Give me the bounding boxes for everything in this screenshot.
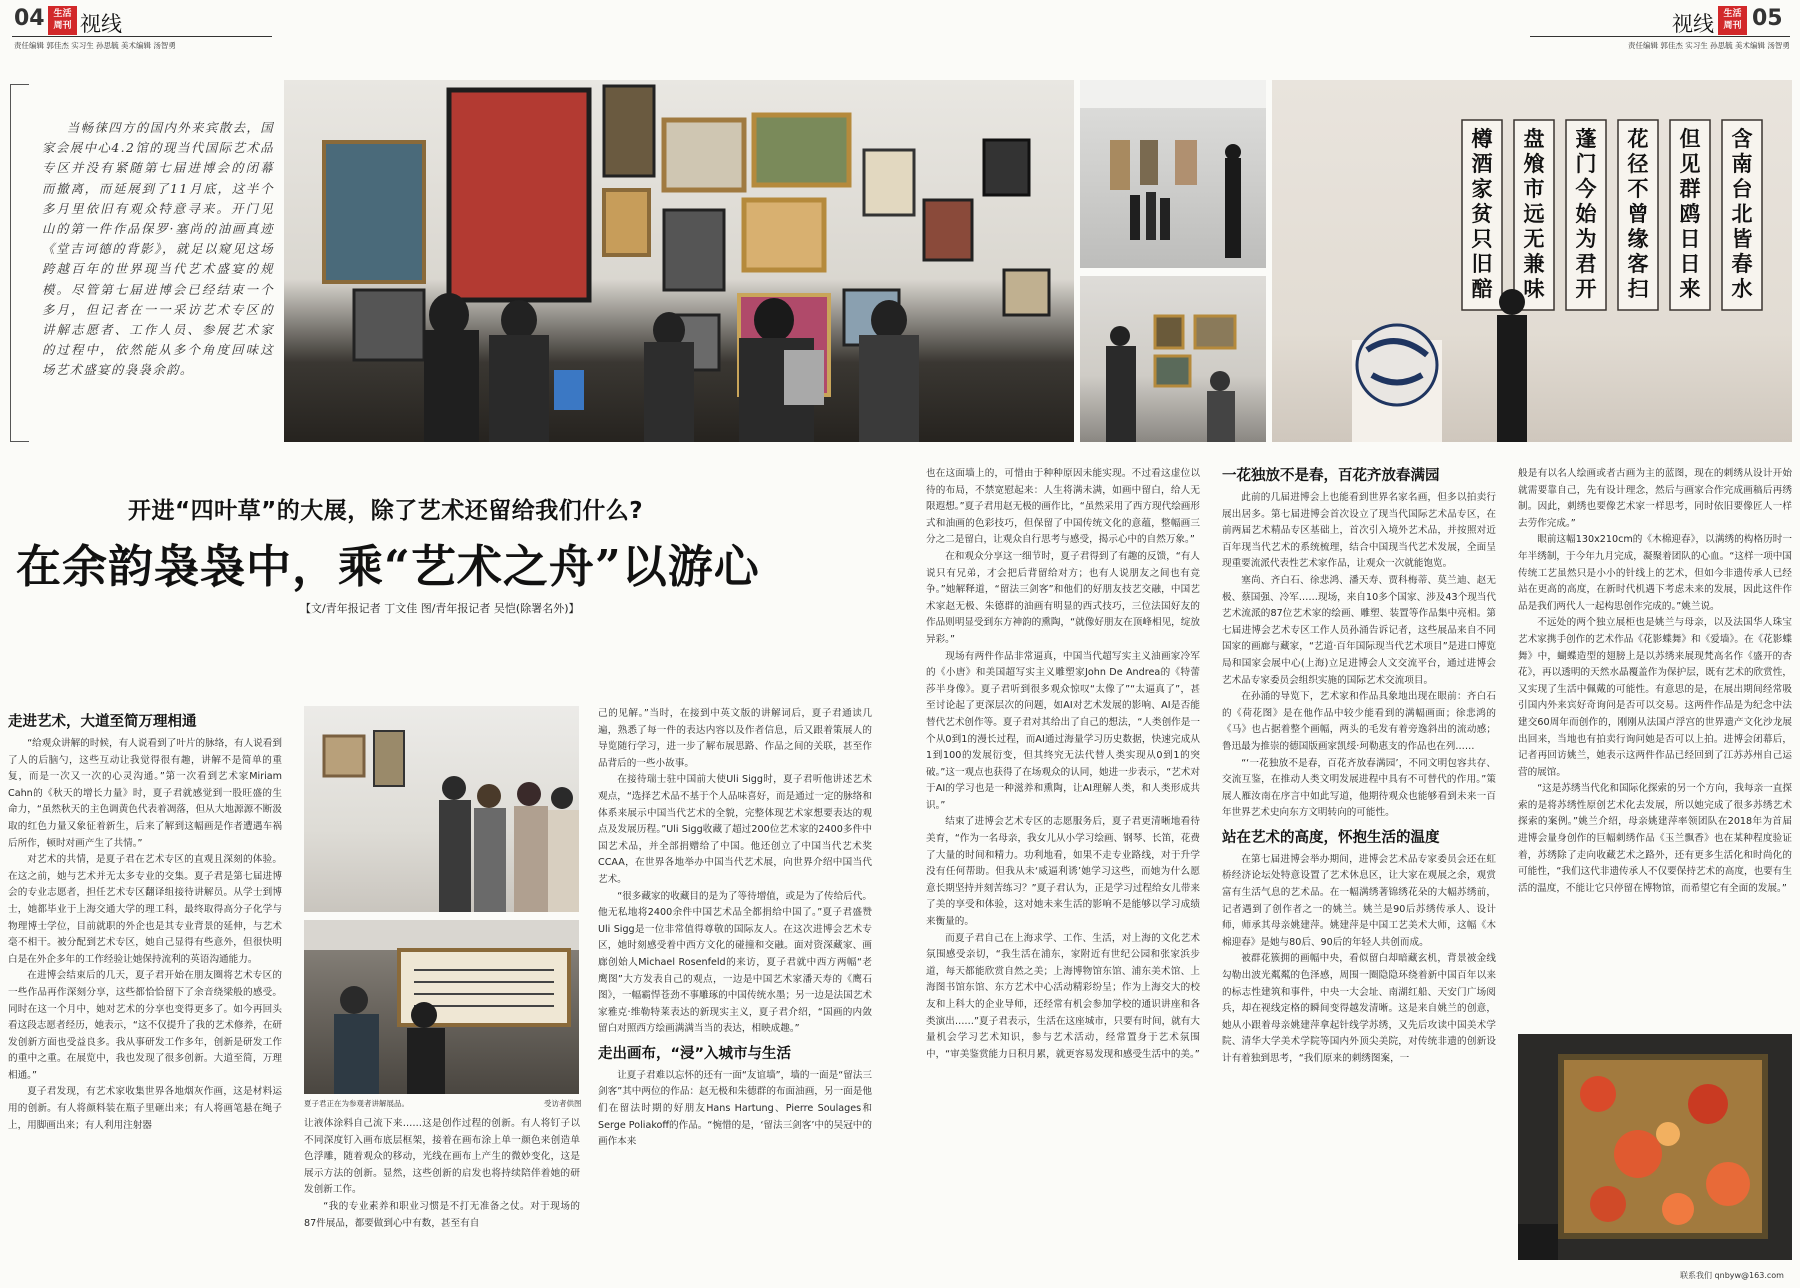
newspaper-logo-right [1718,6,1747,35]
calligraphy-char: 南 [1731,151,1753,176]
photo-caption: 夏子君正在为参观者讲解展品。 [304,1099,409,1108]
calligraphy-illustration [1272,80,1792,442]
calligraphy-char: 不 [1627,176,1649,201]
calligraphy-char: 日 [1679,251,1701,276]
calligraphy-char: 客 [1627,251,1649,276]
paragraph: “很多藏家的收藏目的是为了等待增值，或是为了传给后代。他无私地将2400余件中国艺术品全都捐给中国了。”夏子君盛赞Uli Sigg是一位非常值得尊敬的国际友人。在这次进博会艺术专区，她时刻感受着中西方文化的碰撞和交融。面对资深藏家、画廊创始人Michael Rosenfeld的来访，夏子君就中西方两幅“老鹰图”大方发表自己的观点，一边是中国艺术家潘天寿的《鹰石图》，一幅霸悍苍劲不事雕琢的中国传统水墨；另一边是法国艺术家雅克·维勒特莱表达的新现实主义，夏子君介绍，“国画的内敛留白对照西方绘画满满当当的表达，相映成趣。” [598,890,872,1035]
logo-line-1: 生活 [1723,9,1742,19]
editor-credits-left: 责任编辑 郭佳杰 实习生 孙思毓 美术编辑 汤智勇 [14,41,176,50]
paragraph: 也在这面墙上的，可惜由于种种原因未能实现。不过看这虚位以待的布局，不禁宽慰起来：人生将满未满，如画中留白，给人无限遐想。”夏子君用赵无极的画作比，“虽然采用了西方现代绘画形式和油画的色彩技巧，但保留了中国传统文化的意蕴，整幅画三分之二是留白，让观众自行思考与感受，揭示心中的自然万象。” [926,468,1200,546]
article-column-1 [8,706,282,1272]
logo-line-2: 周刊 [1723,21,1742,31]
paragraph: “这是苏绣当代化和国际化探索的另一个方向，我每亲一直探索的是将苏绣性原创艺术化去发展，所以她完成了很多苏绣艺术探索的案例。”姚兰介绍，母亲姚建萍率领团队在2018年为首届进博会量身创作的巨幅刺绣作品《玉兰飘香》也在某种程度验证着，苏绣除了走向收藏艺术之路外，还有更多生活化和时尚化的可能性，“我们这代非遗传承人不仅要保持艺术的高度，也要有生活的温度，不能让它只停留在博物馆，而希望它有全面的发展。” [1518,783,1792,894]
paragraph: 在和观众分享这一细节时，夏子君得到了有趣的反馈，“有人说只有兄弟，才会把后背留给对方；也有人说朋友之间也有竞争。”她解释道，“留法三剑客”和他们的好朋友技艺交融，中国艺术家赵无极、朱德群的油画有明显的西式技巧，三位法国好友的作品则明显受到东方神韵的熏陶，“就像好朋友在顶峰相见，绽放异彩。” [926,550,1200,645]
logo-line-2: 周刊 [53,21,72,31]
calligraphy-char: 径 [1627,151,1649,176]
calligraphy-char: 君 [1575,251,1597,276]
calligraphy-char: 为 [1575,226,1597,251]
calligraphy-char: 味 [1523,276,1545,301]
calligraphy-char: 缘 [1627,226,1649,251]
calligraphy-char: 台 [1731,176,1753,201]
volunteer-guiding-illustration [304,706,579,912]
calligraphy-char: 远 [1523,201,1545,226]
calligraphy-char: 飧 [1523,151,1545,176]
photo-credit: 受访者供图 [544,1099,582,1108]
calligraphy-char: 日 [1679,226,1701,251]
calligraphy-char: 始 [1575,201,1597,226]
logo-line-1: 生活 [53,9,72,19]
paragraph: 在第七届进博会举办期间，进博会艺术品专家委员会还在虹桥经济论坛处特意设置了艺术休息区，让大家在观展之余，观赏富有生活气息的艺术品。在一幅满绣著锦绣花朵的大幅苏绣前，记者遇到了创作者之一的姚兰。姚兰是90后苏绣传承人、设计师，师承其母亲姚建萍。姚建萍是中国工艺美术大师，这幅《木棉迎春》是她与80后、90后的年轻人共创而成。 [1222,853,1496,948]
calligraphy-char: 花 [1627,126,1649,151]
paragraph: 般是有以名人绘画或者古画为主的蓝图，现在的刺绣从设计开始就需要靠自己，先有设计理念，然后与画家合作完成画稿后再绣制。因此，刺绣也要像艺术家一样思考，同时依旧要像匠人一样去劳作完成。” [1518,468,1792,529]
volunteer-explaining-illustration [304,920,579,1094]
calligraphy-char: 春 [1731,251,1753,276]
paragraph: 让夏子君难以忘怀的还有一面“友谊墙”，墙的一面是“留法三剑客”其中两位的作品：赵无极和朱德群的布面油画，另一面是他们在留法时期的好朋友Hans Hartung、Pierre Soulages和Serge Poliakoff的作品。“惋惜的是，‘留法三剑客’中的吴冠中的画作本来 [598,1069,872,1148]
embroidery-photo [1518,1034,1792,1260]
section-title-right: 视线 [1672,12,1714,36]
gallery-wall-illustration [284,80,1074,442]
paragraph: 现场有两件作品非常逼真，中国当代超写实主义油画家冷军的《小唐》和美国超写实主义雕塑家John De Andrea的《特蕾莎半身像》。夏子君听到很多观众惊叹“太像了”“太逼真了”，甚至讨论起了更深层次的问题，如AI对艺术发展的影响、AI是否能替代艺术创作等。夏子君对其给出了自己的想法，“人类创作是一个从0到1的漫长过程，而AI通过海量学习历史数据，快速完成从1到100的发展衍变，但其终究无法代替人类实现从0到1的突破。”这一观点也获得了在场观众的认同，她进一步表示，“艺术对于AI的学习也是一种滋养和熏陶，让AI理解人类，和人类形成共识。” [926,650,1200,811]
hall-visitors-photo [1080,80,1266,268]
paragraph: 夏子君发现，有艺术家收集世界各地烟灰作画，这是材料运用的创新。有人将颜料装在瓶子里砸出来；有人将画笔悬在绳子上，用脚画出来；有人利用注射器 [8,1086,282,1131]
article-column-3 [598,706,872,1272]
paragraph: 在进博会结束后的几天，夏子君开始在朋友圈将艺术专区的一些作品再作深刻分享，这些都恰恰留下了余音绕梁般的感受。同时在这一个月中，她对艺术的分享也变得更多了。如今再回头看这段志愿者经历，她表示，“这不仅提升了我的艺术修养，在研发创新方面也受益良多。我从事研发工作多年，创新是研发工作的重中之重。在展览中，我也发现了很多创新。大道至简，万理相通。” [8,970,282,1081]
header-rule-right [1530,36,1790,37]
paragraph: 此前的几届进博会上也能看到世界名家名画，但多以拍卖行展出居多。第七届进博会首次设立了现当代国际艺术品专区，在前两届艺术精品专区基础上，首次引入境外艺术品，并按照对近百年现当代艺术的系统梳理，结合中国现当代艺术发展，全面呈现重要流派代表性艺术家作品，让观众一次就能饱览。 [1222,492,1496,570]
visitor-photographing-illustration [1080,276,1266,442]
calligraphy-char: 含 [1731,126,1753,151]
calligraphy-char: 兼 [1523,251,1545,276]
calligraphy-char: 皆 [1731,226,1753,251]
paragraph: 对艺术的共情，是夏子君在艺术专区的直观且深刻的体验。在这之前，她与艺术并无太多专业的交集。夏子君是第七届进博会的专业志愿者，担任艺术专区翻译组接待讲解员。从学士到博士，她都毕业于上海交通大学的理工科，最终取得高分子化学与物理博士学位，目前就职的外企也是其专业背景的延伸，与艺术毫不相干。被分配到艺术专区，她自己显得有些意外，但很快明白是在外企多年的工作经验让她保持流利的英语沟通能力。 [8,854,282,965]
newspaper-logo-left [48,6,77,35]
left-page-number: 04 [14,6,45,31]
calligraphy-char: 盘 [1523,126,1545,151]
embroidery-illustration [1518,1034,1792,1260]
lead-bracket [10,84,29,442]
paragraph: 不远处的两个独立展柜也是姚兰与母亲，以及法国华人珠宝艺术家携手创作的艺术作品《花影蝶舞》和《爱墙》。在《花影蝶舞》中，蝴蝶造型的翅膀上是以苏绣来展现梵高名作《盛开的杏花》，再以透明的天然水晶覆盖作为保护层，既有艺术的欣赏性，又实现了生活中佩戴的可能性。有意思的是，在展出期间经常吸引国内外来宾好奇询问是否可以交易。这两件作品是为纪念中法建交60周年而创作的，刚刚从法国卢浮宫的世界遗产文化沙龙展出回来，当地也有拍卖行询问她是否可以上拍。进博会闭幕后，记者再回访姚兰，她表示这两件作品已经回到了江苏苏州自己运营的展馆。 [1518,617,1792,778]
calligraphy-char: 但 [1679,126,1701,151]
calligraphy-char: 家 [1471,176,1493,201]
calligraphy-char: 今 [1575,176,1597,201]
right-page-number: 05 [1752,6,1783,31]
calligraphy-char: 扫 [1627,276,1649,301]
subheading-4: 站在艺术的高度，怀抱生活的温度 [1222,829,1440,846]
calligraphy-char: 樽 [1471,126,1493,151]
calligraphy-char: 门 [1575,151,1597,176]
headline-kicker: 开进“四叶草”的大展，除了艺术还留给我们什么? [128,498,644,524]
gallery-wall-photo [284,80,1074,442]
calligraphy-char: 酒 [1471,151,1493,176]
calligraphy-char: 曾 [1627,201,1649,226]
calligraphy-char: 贫 [1471,201,1493,226]
subheading-1: 走进艺术，大道至简万理相通 [8,714,197,730]
lead-paragraph: 当畅徕四方的国内外来宾散去，国家会展中心4.2馆的现当代国际艺术品专区并没有紧随第七届进博会的闭幕而撤离，而延展到了11月底，这半个多月里依旧有观众特意寻来。开门见山的第一件作品保罗·塞尚的油画真迹《堂吉诃德的背影》，就足以窥见这场跨越百年的世界现当代艺术盛宴的规模。尽管第七届进博会已经结束一个多月，但记者在一一采访艺术专区的讲解志愿者、工作人员、参展艺术家的过程中，依然能从多个角度回味这场艺术盛宴的袅袅余韵。 [42,120,274,378]
article-column-5 [1222,466,1496,1272]
calligraphy-char: 北 [1731,201,1753,226]
calligraphy-char: 蓬 [1575,126,1597,151]
calligraphy-char: 群 [1679,176,1701,201]
paragraph: 眼前这幅130x210cm的《木棉迎春》，以满绣的构格历时一年半绣制，于今年九月完成，凝聚着团队的心血。“这样一项中国传统工艺虽然只是小小的针线上的艺术，但如今非遗传承人已经站在更高的高度，在新时代机遇下考虑未来的发展，因此这件作品是我们两代人一起构思创作完成的。”姚兰说。 [1518,534,1792,612]
paragraph: 己的见解。”当时，在接到中英文版的讲解词后，夏子君通读几遍，熟悉了每一件的表达内容以及作者信息，后又跟着策展人的导览随行学习，进一步了解布展思路、作品之间的关联，甚至作品背后的一些小故事。 [598,708,872,769]
paragraph: 而夏子君自己在上海求学、工作、生活，对上海的文化艺术氛围感受亲切，“我生活在浦东，家附近有世纪公园和张家浜步道，每天都能欣赏自然之美；上海博物馆东馆、浦东美术馆、上海图书馆东馆、东方艺术中心活动精彩纷呈；作为上海交大的校友和上科大的企业导师，还经常有机会参加学校的通识讲座和各类演出……”夏子君表示，生活在这座城市，只要有时间，就有大量机会学习艺术知识，参与艺术活动，经常置身于艺术氛围中，“审美鉴赏能力日积月累，就更容易发现和感受生活中的美。” [926,932,1200,1060]
calligraphy-char: 无 [1523,226,1545,251]
footer-contact: 联系我们 qnbyw@163.com [1680,1271,1784,1280]
visitor-photographing-photo [1080,276,1266,442]
article-column-6 [1518,466,1792,1026]
calligraphy-char: 醅 [1471,276,1493,301]
calligraphy-char: 旧 [1471,251,1493,276]
paragraph: 塞尚、齐白石、徐悲鸿、潘天寿、贾科梅蒂、莫兰迪、赵无极、蔡国强、冷军……现场，来自10多个国家、涉及43个现当代艺术流派的87位艺术家的绘画、雕塑、装置等作品集中亮相。第七届进博会艺术专区工作人员孙涌告诉记者，这些展品来自不同国家的画廊与藏家，“艺道·百年国际现当代艺术项目”是进口博览局和国家会展中心(上海)立足进博会人文交流平台，通过进博会艺术品专家委员会组织实施的国际艺术交流项目。 [1222,574,1496,686]
paragraph: 在接待瑞士驻中国前大使Uli Sigg时，夏子君听他讲述艺术观点，“选择艺术品不基于个人品味喜好，而是通过一定的脉络和体系来展示中国当代艺术的全貌，完整体现艺术家想要表达的观点及发展历程。”Uli Sigg收藏了超过200位艺术家的2400多件中国艺术品，并全部捐赠给了中国。他还创立了中国当代艺术奖CCAA，在世界各地举办中国当代艺术展，向世界介绍中国当代艺术。 [598,774,872,885]
calligraphy-char: 市 [1523,176,1545,201]
article-column-4 [926,466,1200,1272]
article-column-2 [304,1116,580,1274]
paragraph: 结束了进博会艺术专区的志愿服务后，夏子君更清晰地看待美育，“作为一名母亲，我女儿从小学习绘画、钢琴、长笛，花费了大量的时间和精力。功利地看，如果不走专业路线，对于升学没有任何帮助。但我从未‘威逼利诱’她学习这些，而她为什么愿意长期坚持并刻苦练习？”夏子君认为，正是学习过程给女儿带来了美的享受和体验，这对她未来生活的影响不是能够以学习成绩来衡量的。 [926,816,1200,928]
volunteer-guiding-photo [304,706,579,912]
paragraph: 在孙涌的导览下，艺术家和作品具象地出现在眼前：齐白石的《荷花图》是在他作品中较少能看到的满幅画面；徐悲鸿的《马》也占据着整个画幅，两头的毛发有着旁逸斜出的流动感；鲁迅最为推崇的德国版画家凯绥·珂勒惠支的作品也在列…… [1222,691,1496,752]
subheading-3: 一花独放不是春，百花齐放春满园 [1222,468,1440,484]
paragraph: “‘一花独放不是春，百花齐放春满园’，不同文明包容共存、交流互鉴，在推动人类文明发展进程中具有不可替代的作用。”策展人雁汝南在序言中如此写道，他期待观众也能够看到未来一百年世界艺术史向东方文明转向的可能性。 [1222,757,1496,819]
headline-main: 在余韵袅袅中，乘“艺术之舟”以游心 [16,540,760,593]
section-title-left: 视线 [80,12,122,36]
paragraph: “我的专业素养和职业习惯是不打无准备之仗。对于现场的87件展品，都要做到心中有数，甚至有自 [304,1200,580,1229]
volunteer-explaining-photo [304,920,579,1094]
paragraph: 被群花簇拥的画幅中央，看似留白却暗藏玄机，背景被金线勾勒出波光粼粼的色泽感，周围一圈隐隐环绕着新中国百年以来的标志性建筑和事件，中央一大会址、南湖红船、天安门广场阅兵，却在视线定格的瞬间变得越发清晰。这是来自姚兰的创意，她从小跟着母亲姚建萍拿起针线学苏绣，又先后攻读中国美术学院、清华大学美术学院等国内外顶尖美院，对传统非遗的创新设计有着独到思考，“我们原来的刺绣图案，一 [1222,953,1496,1064]
calligraphy-char: 水 [1731,276,1753,301]
paragraph: “给观众讲解的时候，有人说看到了叶片的脉络，有人说看到了人的后脑勺，这些互动让我觉得很有趣，讲解不是简单的重复，而是一次又一次的心灵沟通。”第一次看到艺术家Miriam Cahn的《秋天的增长力量》时，夏子君就感觉到一股旺盛的生命力，“虽然秋天的主色调黄色代表着凋落，但从大地源源不断汲取的红色力量又象征着新生，后来了解到这幅画是作者遭遇车祸后所作，顿时对画产生了共情。” [8,738,282,849]
byline: 【文/青年报记者 丁文佳 图/青年报记者 吴恺(除署名外)】 [300,602,580,615]
hall-visitors-illustration [1080,80,1266,268]
calligraphy-char: 开 [1575,276,1597,301]
calligraphy-hall-photo [1272,80,1792,442]
calligraphy-char: 只 [1471,226,1493,251]
subheading-2: 走出画布，“浸”入城市与生活 [598,1045,792,1062]
header-rule-left [12,36,272,37]
calligraphy-char: 见 [1679,151,1701,176]
paragraph: 让液体涂料自己流下来……这是创作过程的创新。有人将钉子以不同深度钉入画布底层框架，接着在画布涂上单一颜色来创造单色浮雕，随着观众的移动，光线在画布上产生的微妙变化，这是展示方法的创新。显然，这些创新的启发也将持续陪伴着她的研发创新工作。 [304,1118,580,1196]
calligraphy-char: 鸥 [1679,201,1701,226]
calligraphy-char: 来 [1679,276,1701,301]
editor-credits-right: 责任编辑 郭佳杰 实习生 孙思毓 美术编辑 汤智勇 [1628,41,1790,50]
